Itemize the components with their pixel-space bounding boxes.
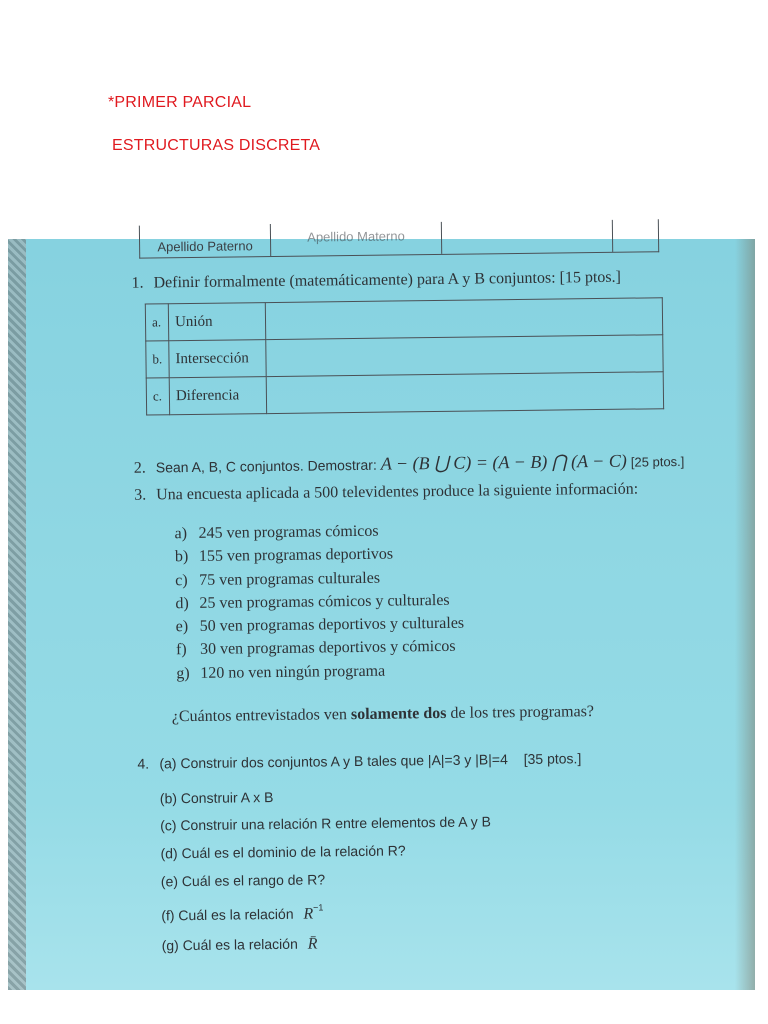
list-item [175,568,464,595]
row-answer-cell [266,335,663,377]
option-label: f) [175,641,187,659]
row-letter: a. [145,304,168,341]
question-3-prompt [172,702,594,727]
question-3-text: Una encuesta aplicada a 500 televidentes produce la siguiente información: [156,480,639,504]
question-3-prompt-bold: solamente dos [350,704,447,724]
photo-background-edge-left [8,239,26,990]
option-label: b) [174,548,189,566]
question-4-number: 4. [137,755,150,772]
exam-sheet [26,230,750,990]
title-primer-parcial: *PRIMER PARCIAL [108,94,252,111]
option-label: c) [175,571,188,589]
option-text: 50 ven programas deportivos y culturales [199,614,465,636]
definitions-table [145,297,664,415]
question-3-number: 3. [134,486,147,504]
option-text: 120 no ven ningún programa [200,662,386,682]
question-4-item-d: (d) Cuál es el dominio de la relación R? [160,842,406,862]
question-4-item-e: (e) Cuál es el rango de R? [160,871,326,890]
question-1-text: Definir formalmente (matemáticamente) para A y B conjuntos: [15 ptos.] [153,268,622,292]
exam-photo [8,228,755,990]
name-col-maternal-label: Apellido Materno [307,228,405,245]
row-answer-cell [265,298,662,340]
row-letter: b. [146,341,169,378]
question-3-prompt-start: ¿Cuántos entrevistados ven [171,706,352,726]
question-2-text: Sean A, B, C conjuntos. Demostrar: [155,456,377,476]
list-item [176,615,465,642]
question-2-points: [25 ptos.] [630,453,685,470]
question-4-item-f [161,902,323,925]
item-points: [35 ptos.] [523,750,582,767]
question-1 [131,268,621,294]
row-answer-cell [266,372,663,414]
table-row [146,335,663,378]
option-label: d) [175,594,189,613]
name-col-names [442,220,613,254]
item-text: (f) Cuál es la relación [161,905,294,924]
option-text: 245 ven programas cómicos [198,522,379,542]
question-2 [134,450,685,479]
student-name-table [139,219,659,258]
list-item [175,592,464,619]
item-superscript: −1 [313,902,324,913]
question-4-item-g [162,935,318,955]
option-label: g) [176,664,190,682]
name-col-maternal [271,222,442,256]
table-row [145,298,662,341]
question-3 [134,480,638,506]
name-col-extra [613,219,658,252]
question-1-number: 1. [131,274,144,292]
list-item [175,522,464,549]
row-letter: c. [146,378,169,415]
question-3-options [175,522,465,689]
list-item [175,545,464,572]
option-text: 155 ven programas deportivos [198,545,394,566]
item-text: (a) Construir dos conjuntos A y B tales que |A|=3 y |B|=4 [159,751,508,772]
question-4-item-c: (c) Construir una relación R entre elementos de A y B [160,813,491,834]
question-4-item-b: (b) Construir A x B [159,789,274,807]
option-text: 75 ven programas culturales [199,569,381,589]
list-item [176,638,465,665]
row-term: Diferencia [169,377,266,415]
question-2-formula: A − (B ⋃ C) = (A − B) ⋂ (A − C) [380,450,627,474]
question-3-prompt-end: de los tres programas? [446,703,595,722]
list-item [176,661,465,688]
item-math: R̄ [307,935,318,953]
name-col-paternal: Apellido Paterno [140,224,271,258]
option-text: 30 ven programas deportivos y cómicos [199,638,456,659]
option-text: 25 ven programas cómicos y culturales [199,591,450,612]
option-label: a) [174,525,188,543]
item-text: (g) Cuál es la relación [161,935,298,954]
item-math: R [303,905,314,923]
title-course-name: ESTRUCTURAS DISCRETA [112,137,321,154]
question-4-item-a [159,750,581,771]
question-2-number: 2. [133,459,146,477]
row-term: Unión [168,303,265,341]
table-row [146,372,663,415]
row-term: Intersección [169,340,266,378]
option-label: e) [175,618,189,636]
